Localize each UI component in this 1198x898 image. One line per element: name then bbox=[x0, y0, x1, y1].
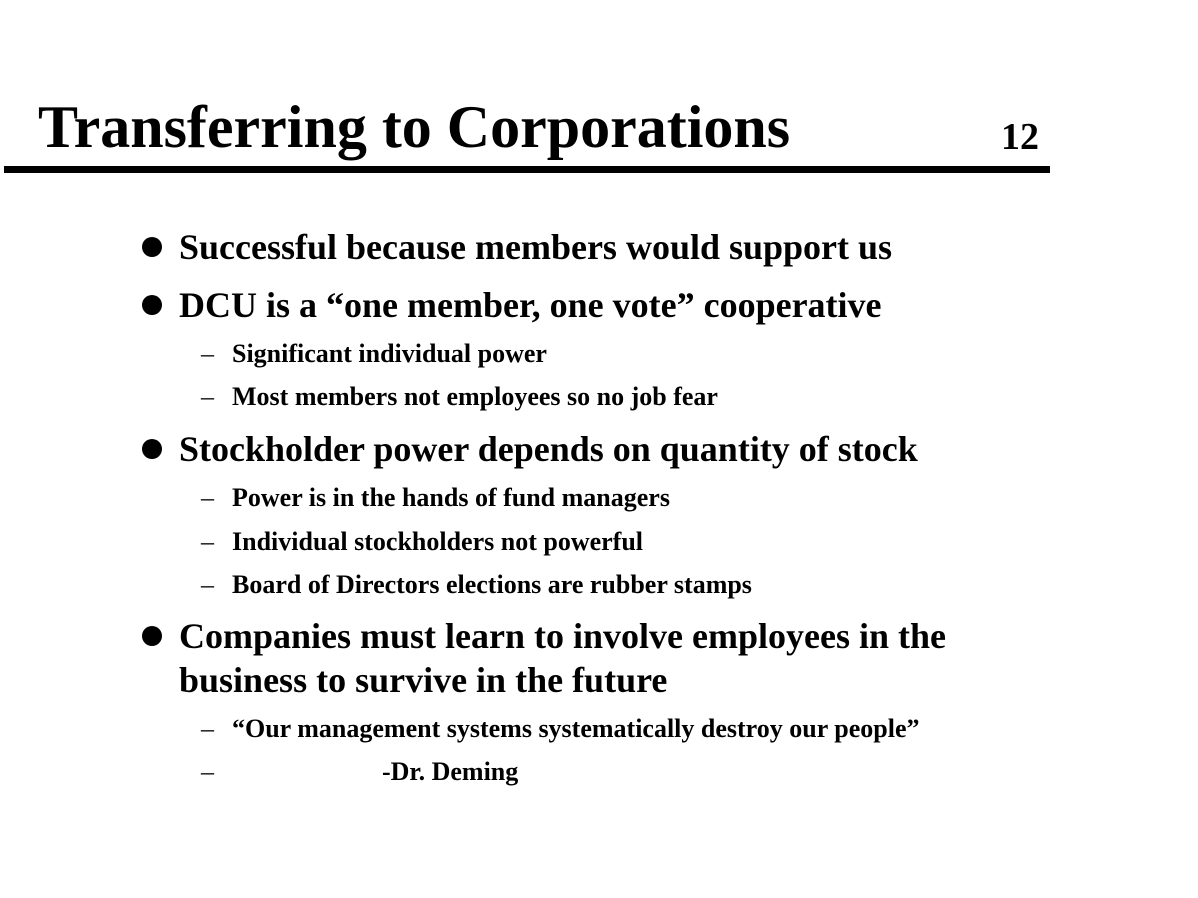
sub-bullet-text: Individual stockholders not powerful bbox=[232, 527, 644, 556]
sub-bullet-text: Power is in the hands of fund managers bbox=[232, 483, 670, 512]
quote-text: “Our management systems systematically destroy our people” bbox=[232, 714, 920, 743]
sub-bullet-item bbox=[201, 380, 1061, 414]
sub-bullet-item bbox=[201, 337, 1061, 371]
slide-title: Transferring to Corporations bbox=[38, 94, 791, 160]
bullet-text: Companies must learn to involve employees in the bbox=[179, 616, 946, 656]
sub-bullet-item bbox=[201, 755, 1061, 789]
bullet-dot-icon bbox=[142, 439, 162, 459]
sub-bullet-text: Significant individual power bbox=[232, 339, 547, 368]
sub-bullet-item bbox=[201, 712, 1061, 746]
bullet-text: Stockholder power depends on quantity of stock bbox=[179, 429, 918, 469]
dash-icon: – bbox=[201, 714, 214, 743]
bullet-text: DCU is a “one member, one vote” cooperative bbox=[179, 285, 882, 325]
bullet-dot-icon bbox=[142, 237, 162, 257]
sub-bullet-item bbox=[201, 568, 1061, 602]
title-divider bbox=[4, 166, 1050, 173]
sub-bullet-item bbox=[201, 525, 1061, 559]
bullet-dot-icon bbox=[142, 626, 162, 646]
sub-bullet-text: Most members not employees so no job fear bbox=[232, 382, 718, 411]
bullet-text: business to survive in the future bbox=[179, 660, 668, 700]
bullet-dot-icon bbox=[142, 295, 162, 315]
sub-bullet-item bbox=[201, 481, 1061, 515]
sub-bullet-text: Board of Directors elections are rubber stamps bbox=[232, 570, 752, 599]
dash-icon: – bbox=[201, 483, 214, 512]
dash-icon: – bbox=[201, 757, 214, 786]
page-number: 12 bbox=[1001, 116, 1039, 158]
dash-icon: – bbox=[201, 382, 214, 411]
dash-icon: – bbox=[201, 527, 214, 556]
bullet-text: Successful because members would support us bbox=[179, 227, 893, 267]
dash-icon: – bbox=[201, 570, 214, 599]
dash-icon: – bbox=[201, 339, 214, 368]
quote-attribution: -Dr. Deming bbox=[382, 757, 519, 786]
